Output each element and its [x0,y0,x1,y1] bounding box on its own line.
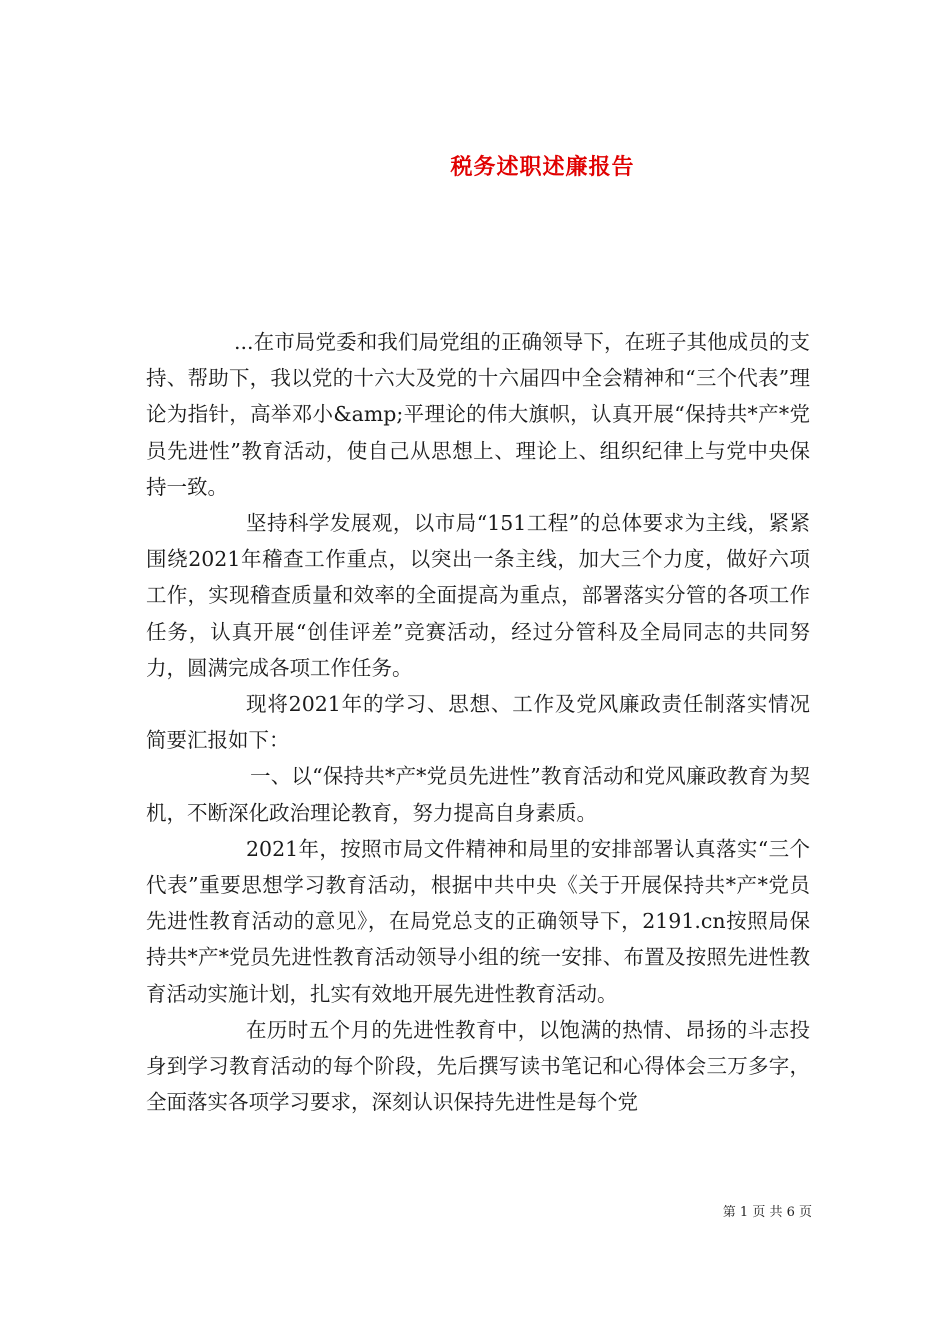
paragraph-5: 2021年，按照市局文件精神和局里的安排部署认真落实“三个代表”重要思想学习教育活动，根据中共中央《关于开展保持共*产*党员先进性教育活动的意见》，在局党总支的正确领导下，2191.cn按照局保持共*产*党员先进性教育活动领导小组的统一安排、布置及按照先进性教育活动实施计划，扎实有效地开展先进性教育活动。 [146,836,810,1006]
paragraph-1: ...在市局党委和我们局党组的正确领导下，在班子其他成员的支持、帮助下，我以党的十六大及党的十六届四中全会精神和“三个代表”理论为指针，高举邓小&amp;平理论的伟大旗帜，认真开展“保持共*产*党员先进性”教育活动，使自己从思想上、理论上、组织纪律上与党中央保持一致。 [146,330,810,499]
paragraph-2: 坚持科学发展观，以市局“151工程”的总体要求为主线，紧紧围绕2021年稽查工作重点，以突出一条主线，加大三个力度，做好六项工作，实现稽查质量和效率的全面提高为重点，部署落实分管的各项工作任务，认真开展“创佳评差”竞赛活动，经过分管科及全局同志的共同努力，圆满完成各项工作任务。 [146,511,810,680]
document-title: 税务述职述廉报告 [450,153,635,180]
paragraph-3: 现将2021年的学习、思想、工作及党风廉政责任制落实情况简要汇报如下： [146,692,810,753]
paragraph-6: 在历时五个月的先进性教育中，以饱满的热情、昂扬的斗志投身到学习教育活动的每个阶段，先后撰写读书笔记和心得体会三万多字，全面落实各项学习要求，深刻认识保持先进性是每个党 [146,1017,810,1115]
paragraph-4: 一、以“保持共*产*党员先进性”教育活动和党风廉政教育为契机，不断深化政治理论教育，努力提高自身素质。 [146,764,810,825]
document-body [146,324,810,1120]
page-number: 第 1 页 共 6 页 [722,1205,812,1220]
